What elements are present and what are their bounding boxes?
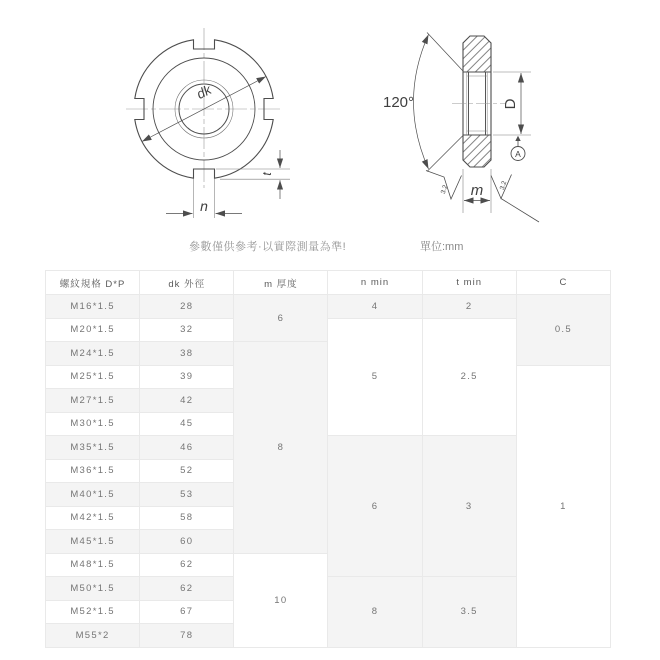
hatch-area-top (463, 36, 491, 72)
cell-spec: M30*1.5 (46, 412, 140, 436)
cell-t: 2.5 (422, 318, 516, 436)
col-header-c: C (516, 271, 610, 295)
t-depth-label: t (260, 172, 274, 176)
cell-dk: 62 (140, 553, 234, 577)
cell-dk: 62 (140, 577, 234, 601)
datum-triangle (515, 136, 520, 141)
cell-n: 5 (328, 318, 422, 436)
angle-label: 120° (383, 94, 415, 111)
cell-spec: M42*1.5 (46, 506, 140, 530)
cell-dk: 46 (140, 436, 234, 460)
cell-dk: 52 (140, 459, 234, 483)
cell-dk: 67 (140, 600, 234, 624)
cell-dk: 60 (140, 530, 234, 554)
cell-t: 2 (422, 295, 516, 319)
col-header-m: m 厚度 (234, 271, 328, 295)
front-view-drawing (126, 28, 290, 218)
cell-spec: M16*1.5 (46, 295, 140, 319)
cell-spec: M40*1.5 (46, 483, 140, 507)
cell-dk: 28 (140, 295, 234, 319)
cell-dk: 58 (140, 506, 234, 530)
cell-spec: M25*1.5 (46, 365, 140, 389)
angle-ray-bottom (427, 136, 463, 172)
col-header-n: n min (328, 271, 422, 295)
cell-spec: M52*1.5 (46, 600, 140, 624)
angle-ray-top (427, 33, 463, 72)
cell-spec: M20*1.5 (46, 318, 140, 342)
cell-spec: M45*1.5 (46, 530, 140, 554)
cell-n: 4 (328, 295, 422, 319)
cell-t: 3 (422, 436, 516, 577)
col-header-t: t min (422, 271, 516, 295)
side-view-drawing (383, 33, 539, 223)
datum-label: A (515, 149, 521, 159)
table-header-row (46, 271, 611, 295)
thickness-label: m (470, 182, 484, 199)
bore-diameter-label: D (502, 98, 519, 110)
cell-m: 6 (234, 295, 328, 342)
cell-dk: 45 (140, 412, 234, 436)
n-width-label: n (200, 198, 208, 214)
dk-diameter-label: dk (194, 82, 214, 102)
cell-dk: 38 (140, 342, 234, 366)
cell-spec: M50*1.5 (46, 577, 140, 601)
cell-n: 8 (328, 577, 422, 648)
cell-n: 6 (328, 436, 422, 577)
angle-arc (414, 35, 429, 170)
cell-t: 3.5 (422, 577, 516, 648)
roughness-value-right: 3.2 (498, 180, 509, 191)
cell-c: 0.5 (516, 295, 610, 366)
cell-spec: M27*1.5 (46, 389, 140, 413)
table-row (46, 295, 611, 319)
hatch-area-bottom (463, 136, 491, 168)
cell-spec: M24*1.5 (46, 342, 140, 366)
technical-drawing (0, 0, 660, 235)
cell-m: 8 (234, 342, 328, 554)
cell-spec: M48*1.5 (46, 553, 140, 577)
spec-table (45, 270, 611, 648)
cell-spec: M36*1.5 (46, 459, 140, 483)
cell-dk: 39 (140, 365, 234, 389)
cell-m: 10 (234, 553, 328, 647)
roughness-leader-right (501, 199, 539, 223)
col-header-spec: 螺紋規格 D*P (46, 271, 140, 295)
disclaimer-note: 參數僅供參考·以實際測量為準! (189, 241, 347, 253)
col-header-dk: dk 外徑 (140, 271, 234, 295)
cell-dk: 32 (140, 318, 234, 342)
cell-dk: 78 (140, 624, 234, 648)
unit-note: 單位:mm (420, 241, 464, 253)
cell-spec: M55*2 (46, 624, 140, 648)
cell-spec: M35*1.5 (46, 436, 140, 460)
cell-c: 1 (516, 365, 610, 647)
cell-dk: 42 (140, 389, 234, 413)
cell-dk: 53 (140, 483, 234, 507)
roughness-value-left: 3.2 (439, 184, 450, 195)
